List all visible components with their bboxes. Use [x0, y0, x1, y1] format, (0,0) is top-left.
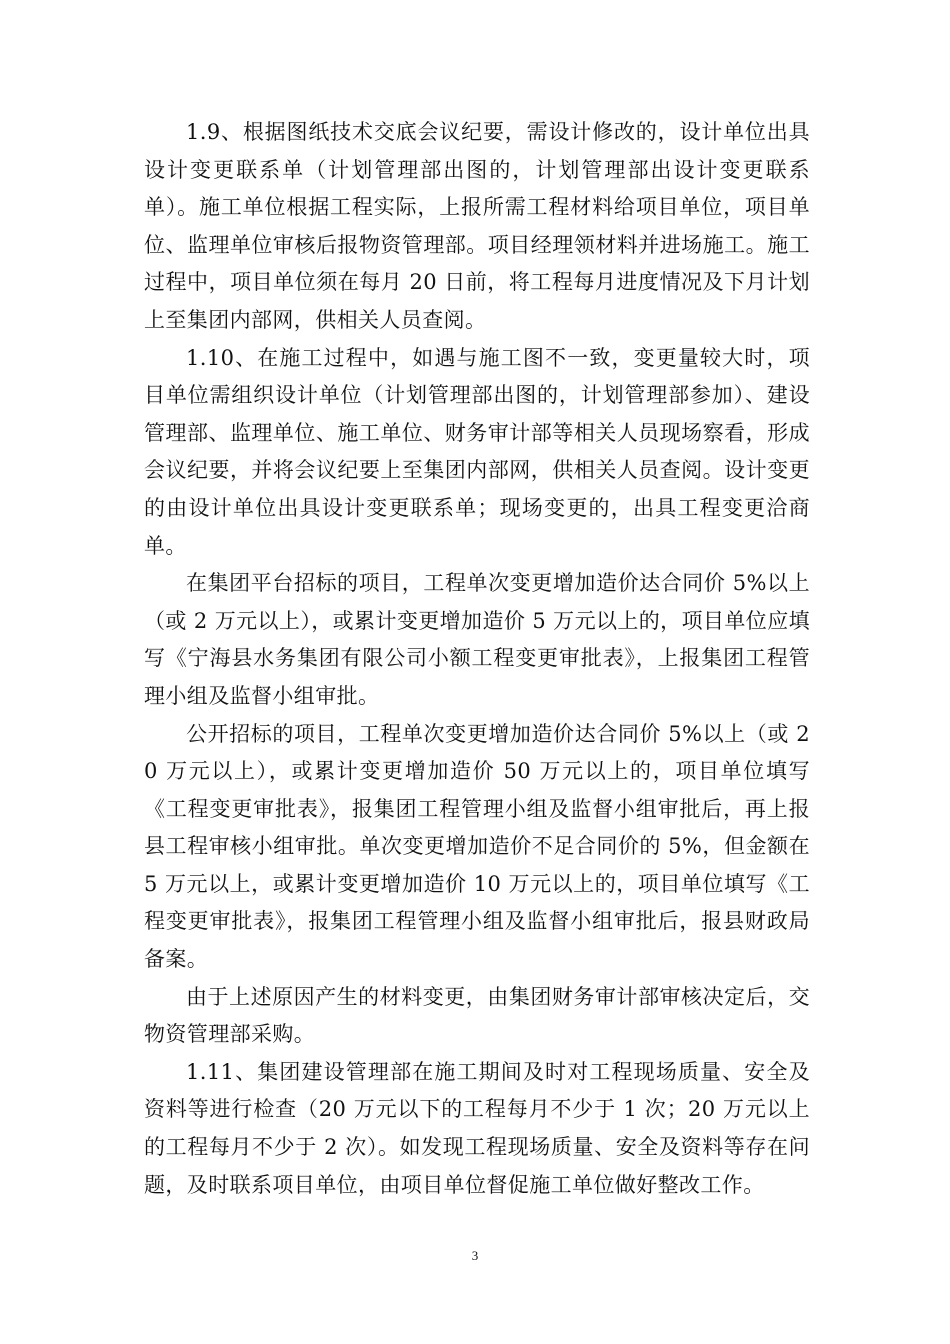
page-number: 3 [471, 1248, 479, 1263]
paragraph-1-11: 1.11、集团建设管理部在施工期间及时对工程现场质量、安全及资料等进行检查（20 万元以下的工程每月不少于 1 次；20 万元以上的工程每月不少于 2 次）。如发现工程现场质量、安全及资料等存在问题，及时联系项目单位，由项目单位督促施工单位做好整改工作。 [144, 1059, 810, 1197]
paragraph-material-change: 由于上述原因产生的材料变更，由集团财务审计部审核决定后，交物资管理部采购。 [144, 984, 810, 1047]
paragraph-1-10: 1.10、在施工过程中，如遇与施工图不一致，变更量较大时，项目单位需组织设计单位（计划管理部出图的，计划管理部参加）、建设管理部、监理单位、施工单位、财务审计部等相关人员现场察看，形成会议纪要，并将会议纪要上至集团内部网，供相关人员查阅。设计变更的由设计单位出具设计变更联系单；现场变更的，出具工程变更洽商单。 [144, 345, 810, 558]
paragraph-public-bidding: 公开招标的项目，工程单次变更增加造价达合同价 5%以上（或 20 万元以上），或累计变更增加造价 50 万元以上的，项目单位填写《工程变更审批表》，报集团工程管理小组及监督小组审批后，再上报县工程审核小组审批。单次变更增加造价不足合同价的 5%，但金额在 5 万元以上，或累计变更增加造价 10 万元以上的，项目单位填写《工程变更审批表》，报集团工程管理小组及监督小组审批后，报县财政局备案。 [144, 721, 810, 972]
paragraph-group-platform-bidding: 在集团平台招标的项目，工程单次变更增加造价达合同价 5%以上（或 2 万元以上），或累计变更增加造价 5 万元以上的，项目单位应填写《宁海县水务集团有限公司小额工程变更审批表》，上报集团工程管理小组及监督小组审批。 [144, 571, 810, 708]
paragraph-1-9: 1.9、根据图纸技术交底会议纪要，需设计修改的，设计单位出具设计变更联系单（计划管理部出图的，计划管理部出设计变更联系单）。施工单位根据工程实际，上报所需工程材料给项目单位，项目单位、监理单位审核后报物资管理部。项目经理领材料并进场施工。施工过程中，项目单位须在每月 20 日前，将工程每月进度情况及下月计划上至集团内部网，供相关人员查阅。 [144, 120, 810, 332]
document-body [144, 114, 810, 1204]
